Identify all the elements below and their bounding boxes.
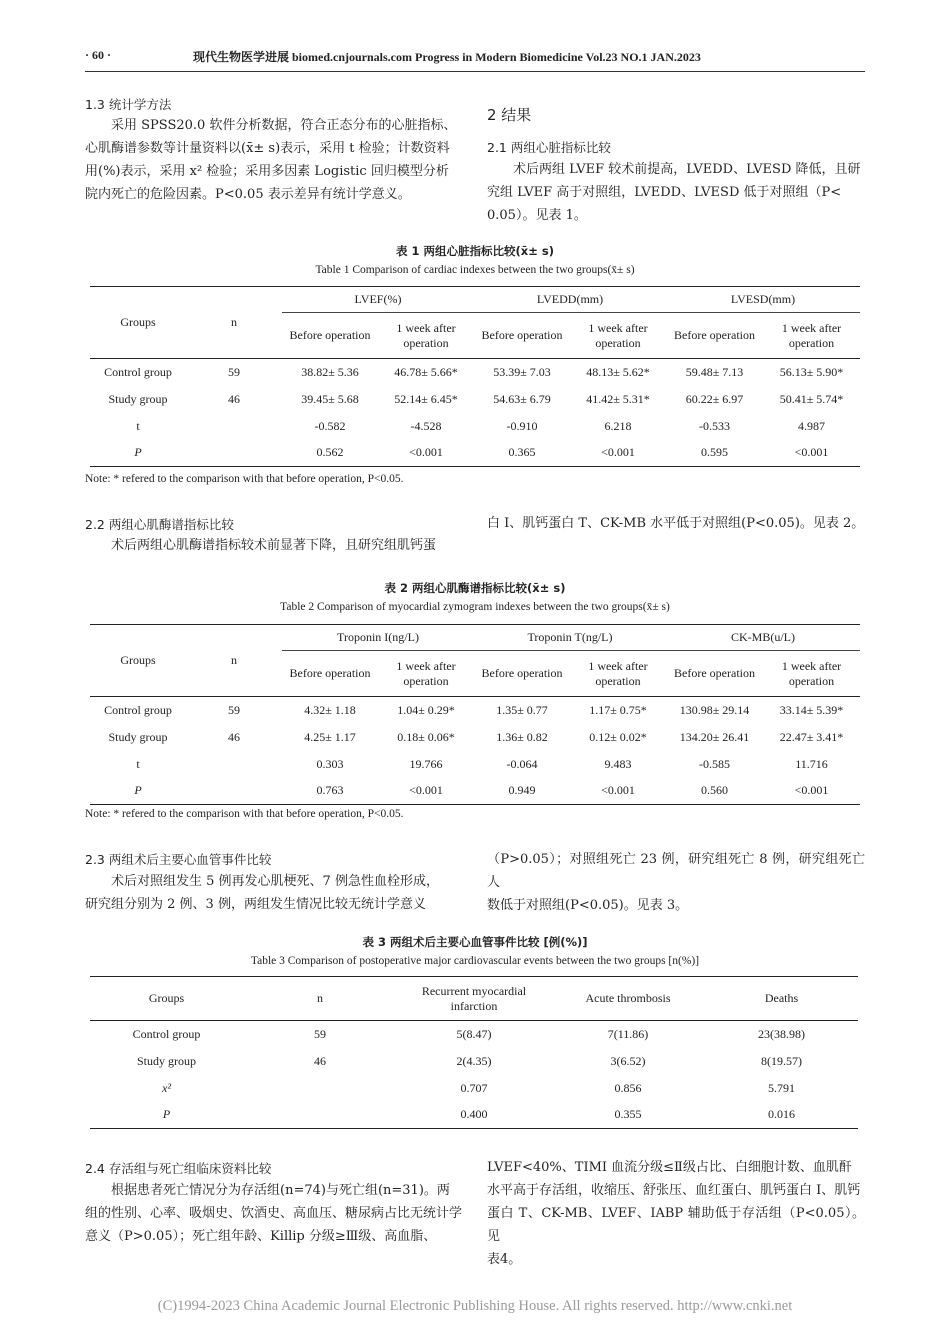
text-line: （P>0.05）；对照组死亡 23 例，研究组死亡 8 例，研究组死亡人	[487, 852, 865, 890]
table-row	[90, 697, 860, 724]
table-cell	[186, 413, 282, 440]
table-cell: 0.303	[316, 756, 344, 771]
text-line: 究组 LVEF 高于对照组，LVEDD、LVESD 低于对照组（P<	[487, 185, 842, 200]
header-before-operation: Before operation	[474, 651, 570, 697]
table-cell: 50.41± 5.74*	[779, 391, 844, 406]
table-cell: 8(19.57)	[761, 1053, 802, 1068]
journal-running-title: 现代生物医学进展 biomed.cnjournals.com Progress in Modern Biomedicine Vol.23 NO.1 JAN.2023	[193, 50, 701, 64]
text-line: 组的性别、心率、吸烟史、饮酒史、高血压、糖尿病占比无统计学	[85, 1206, 463, 1221]
table-cell: 46.78± 5.66*	[394, 364, 458, 379]
table-cell: 46	[314, 1053, 326, 1068]
table-cell: -0.910	[506, 418, 538, 433]
table-cell: P	[90, 1102, 243, 1129]
table3-caption-zh: 表 3 两组术后主要心血管事件比较 [例(%)]	[362, 935, 588, 949]
table-cell: 0.12± 0.02*	[589, 729, 647, 744]
table-row	[90, 751, 860, 778]
table-cell: 0.016	[705, 1102, 858, 1129]
table-cell: 59.48± 7.13	[685, 364, 744, 379]
header-after-operation: 1 week after operation	[570, 313, 666, 359]
table-cell: 56.13± 5.90*	[779, 364, 844, 379]
table-cell: 0.707	[460, 1080, 488, 1095]
table-cell: <0.001	[763, 778, 860, 805]
section-2-2-body-left	[85, 534, 463, 557]
header-acute-thrombosis: Acute thrombosis	[551, 977, 705, 1021]
table-cell: 130.98± 29.14	[679, 702, 750, 717]
section-2-2-heading: 2.2 两组心肌酶谱指标比较	[85, 517, 234, 532]
table-row	[90, 778, 860, 805]
text-line: 术后两组心肌酶谱指标较术前显著下降，且研究组肌钙蛋	[111, 538, 437, 553]
table2-caption-zh: 表 2 两组心肌酶谱指标比较(x̄± s)	[384, 581, 566, 595]
section-2-3-heading: 2.3 两组术后主要心血管事件比较	[85, 852, 272, 867]
table-cell: -0.585	[699, 756, 730, 771]
table-cell	[186, 778, 282, 805]
table-cell: 59	[228, 364, 240, 379]
table-cell: Control group	[104, 364, 172, 379]
table-cell: 59	[314, 1026, 326, 1041]
section-2-3-body-left	[85, 870, 463, 916]
copyright-footer: (C)1994-2023 China Academic Journal Electronic Publishing House. All rights reserved. http://www.cnki.net	[157, 1298, 793, 1314]
table-cell: 0.400	[397, 1102, 551, 1129]
table-cell: 54.63± 6.79	[493, 391, 551, 406]
header-n: n	[186, 287, 282, 359]
table-cell: <0.001	[378, 778, 474, 805]
section-1-3-heading: 1.3 统计学方法	[85, 97, 172, 112]
table-cell: 0.355	[551, 1102, 705, 1129]
table-cell: 1.17± 0.75*	[589, 702, 647, 717]
table-cell: 41.42± 5.31*	[586, 391, 650, 406]
table-cell: 134.20± 26.41	[679, 729, 750, 744]
table-cell: 7(11.86)	[607, 1026, 649, 1041]
text-line: 采用 SPSS20.0 软件分析数据，符合正态分布的心脏指标、	[111, 118, 457, 133]
table-cell: 11.716	[795, 756, 828, 771]
section-2-1-body	[487, 158, 865, 227]
table-cell: Study group	[108, 729, 168, 744]
table-cell: -0.582	[314, 418, 346, 433]
text-line: LVEF<40%、TIMI 血流分级≤Ⅱ级占比、白细胞计数、血肌酐	[487, 1160, 852, 1175]
table1	[90, 286, 860, 467]
table-cell: Control group	[132, 1026, 201, 1041]
table-cell: 52.14± 6.45*	[394, 391, 458, 406]
table3	[90, 976, 858, 1129]
header-lvedd: LVEDD(mm)	[474, 287, 666, 313]
header-deaths: Deaths	[705, 977, 858, 1021]
header-after-operation: 1 week after operation	[763, 313, 860, 359]
table-cell: 46	[228, 391, 240, 406]
table-cell: <0.001	[763, 440, 860, 467]
text-line: 白 I、肌钙蛋白 T、CK-MB 水平低于对照组(P<0.05)。见表 2。	[487, 516, 865, 531]
header-troponin-i: Troponin I(ng/L)	[282, 625, 474, 651]
table-cell: <0.001	[570, 778, 666, 805]
table-cell: 39.45± 5.68	[301, 391, 359, 406]
table-cell: 0.18± 0.06*	[397, 729, 455, 744]
table-cell: 19.766	[409, 756, 443, 771]
table-cell	[243, 1075, 397, 1102]
table-cell: 2(4.35)	[456, 1053, 492, 1068]
header-after-operation: 1 week after operation	[570, 651, 666, 697]
table2-caption-en: Table 2 Comparison of myocardial zymogram indexes between the two groups(x̄± s)	[280, 601, 670, 613]
header-lvesd: LVESD(mm)	[666, 287, 860, 313]
header-recurrent-mi: Recurrent myocardial infarction	[397, 977, 551, 1021]
header-ck-mb: CK-MB(u/L)	[666, 625, 860, 651]
table-cell	[186, 751, 282, 778]
table1-caption-zh: 表 1 两组心脏指标比较(x̄± s)	[396, 244, 554, 258]
table-cell: 1.36± 0.82	[496, 729, 548, 744]
table-cell	[186, 440, 282, 467]
table-cell: 38.82± 5.36	[301, 364, 359, 379]
header-before-operation: Before operation	[474, 313, 570, 359]
table-cell: Study group	[136, 1053, 196, 1068]
header-after-operation: 1 week after operation	[378, 313, 474, 359]
table-cell: 0.560	[666, 778, 763, 805]
header-groups: Groups	[90, 287, 186, 359]
section-2-1-heading: 2.1 两组心脏指标比较	[487, 140, 611, 155]
table-cell: 23(38.98)	[758, 1026, 805, 1041]
header-before-operation: Before operation	[666, 651, 763, 697]
table-cell: t	[136, 756, 140, 771]
section-2-heading: 2 结果	[487, 106, 532, 124]
text-line: 蛋白 T、CK-MB、LVEF、IABP 辅助低于存活组（P<0.05）。见	[487, 1206, 865, 1244]
text-line: 数低于对照组(P<0.05)。见表 3。	[487, 898, 689, 913]
table-row	[90, 1021, 858, 1048]
table-cell: 0.562	[282, 440, 378, 467]
table-row	[90, 440, 860, 467]
table-cell: -0.064	[506, 756, 538, 771]
table-cell: <0.001	[378, 440, 474, 467]
header-troponin-t: Troponin T(ng/L)	[474, 625, 666, 651]
text-line: 用(%)表示，采用 x² 检验；采用多因素 Logistic 回归模型分析	[85, 164, 449, 179]
table-cell: 60.22± 6.97	[685, 391, 744, 406]
text-line: 根据患者死亡情况分为存活组(n=74)与死亡组(n=31)。两	[111, 1183, 450, 1198]
table-cell	[243, 1102, 397, 1129]
table-cell: 6.218	[604, 418, 632, 433]
table2-note: Note: * refered to the comparison with that before operation, P<0.05.	[85, 808, 404, 820]
table-cell: 5(8.47)	[456, 1026, 492, 1041]
table3-caption-en: Table 3 Comparison of postoperative major cardiovascular events between the two groups [n(%)]	[250, 955, 700, 967]
table-cell: 0.365	[474, 440, 570, 467]
section-2-4-body-left	[85, 1179, 463, 1248]
table-cell: 0.763	[282, 778, 378, 805]
text-line: 表4。	[487, 1252, 522, 1267]
table-cell: 0.949	[474, 778, 570, 805]
section-2-2-body-right	[487, 512, 865, 535]
table-row	[90, 413, 860, 440]
table-row	[90, 1102, 858, 1129]
table-cell: t	[136, 418, 140, 433]
header-n: n	[243, 977, 397, 1021]
table1-note: Note: * refered to the comparison with that before operation, P<0.05.	[85, 473, 404, 485]
table-cell: P	[90, 778, 186, 805]
table-cell: 3(6.52)	[610, 1053, 646, 1068]
table-cell: Study group	[108, 391, 168, 406]
section-2-4-body-right	[487, 1156, 865, 1271]
table-cell: Control group	[104, 702, 172, 717]
table-cell: 59	[228, 702, 240, 717]
table-cell: -4.528	[410, 418, 442, 433]
text-line: 术后两组 LVEF 较术前提高，LVEDD、LVESD 降低，且研	[513, 162, 861, 177]
header-after-operation: 1 week after operation	[378, 651, 474, 697]
text-line: 心肌酶谱参数等计量资料以(x̄± s)表示，采用 t 检验；计数资料	[85, 141, 450, 156]
text-line: 术后对照组发生 5 例再发心肌梗死、7 例急性血栓形成，	[111, 874, 439, 889]
table-cell: 4.987	[798, 418, 825, 433]
table-cell: 4.32± 1.18	[304, 702, 356, 717]
table1-caption-en: Table 1 Comparison of cardiac indexes between the two groups(x̄± s)	[315, 264, 635, 276]
header-groups: Groups	[90, 977, 243, 1021]
section-2-3-body-right	[487, 848, 865, 917]
table-cell: 33.14± 5.39*	[779, 702, 844, 717]
header-n: n	[186, 625, 282, 697]
text-line: 0.05）。见表 1。	[487, 208, 587, 223]
table-row	[90, 1075, 858, 1102]
table-cell: 48.13± 5.62*	[586, 364, 650, 379]
table-cell: 1.35± 0.77	[496, 702, 548, 717]
table-cell: P	[90, 440, 186, 467]
table-cell: 46	[228, 729, 240, 744]
header-before-operation: Before operation	[282, 313, 378, 359]
header-rule	[85, 71, 865, 72]
header-before-operation: Before operation	[282, 651, 378, 697]
text-line: 水平高于存活组，收缩压、舒张压、血红蛋白、肌钙蛋白 I、肌钙	[487, 1183, 861, 1198]
section-1-3-body	[85, 114, 463, 206]
table-cell: 5.791	[768, 1080, 795, 1095]
table2	[90, 624, 860, 805]
page-number: · 60 ·	[85, 48, 112, 62]
table-cell: 0.856	[614, 1080, 642, 1095]
table-row	[90, 1048, 858, 1075]
table-cell: <0.001	[570, 440, 666, 467]
text-line: 院内死亡的危险因素。P<0.05 表示差异有统计学意义。	[85, 187, 411, 202]
table-row	[90, 724, 860, 751]
header-after-operation: 1 week after operation	[763, 651, 860, 697]
table-cell: x²	[162, 1080, 171, 1095]
section-2-4-heading: 2.4 存活组与死亡组临床资料比较	[85, 1161, 272, 1176]
table-cell: 1.04± 0.29*	[397, 702, 455, 717]
table-row	[90, 386, 860, 413]
table-row	[90, 359, 860, 386]
table-cell: -0.533	[699, 418, 730, 433]
header-lvef: LVEF(%)	[282, 287, 474, 313]
table-cell: 4.25± 1.17	[304, 729, 356, 744]
table-cell: 9.483	[604, 756, 632, 771]
table-cell: 22.47± 3.41*	[779, 729, 844, 744]
header-before-operation: Before operation	[666, 313, 763, 359]
text-line: 研究组分别为 2 例、3 例，两组发生情况比较无统计学意义	[85, 897, 426, 912]
table-cell: 53.39± 7.03	[493, 364, 551, 379]
header-groups: Groups	[90, 625, 186, 697]
text-line: 意义（P>0.05）；死亡组年龄、Killip 分级≥Ⅲ级、高血脂、	[85, 1229, 437, 1244]
table-cell: 0.595	[666, 440, 763, 467]
